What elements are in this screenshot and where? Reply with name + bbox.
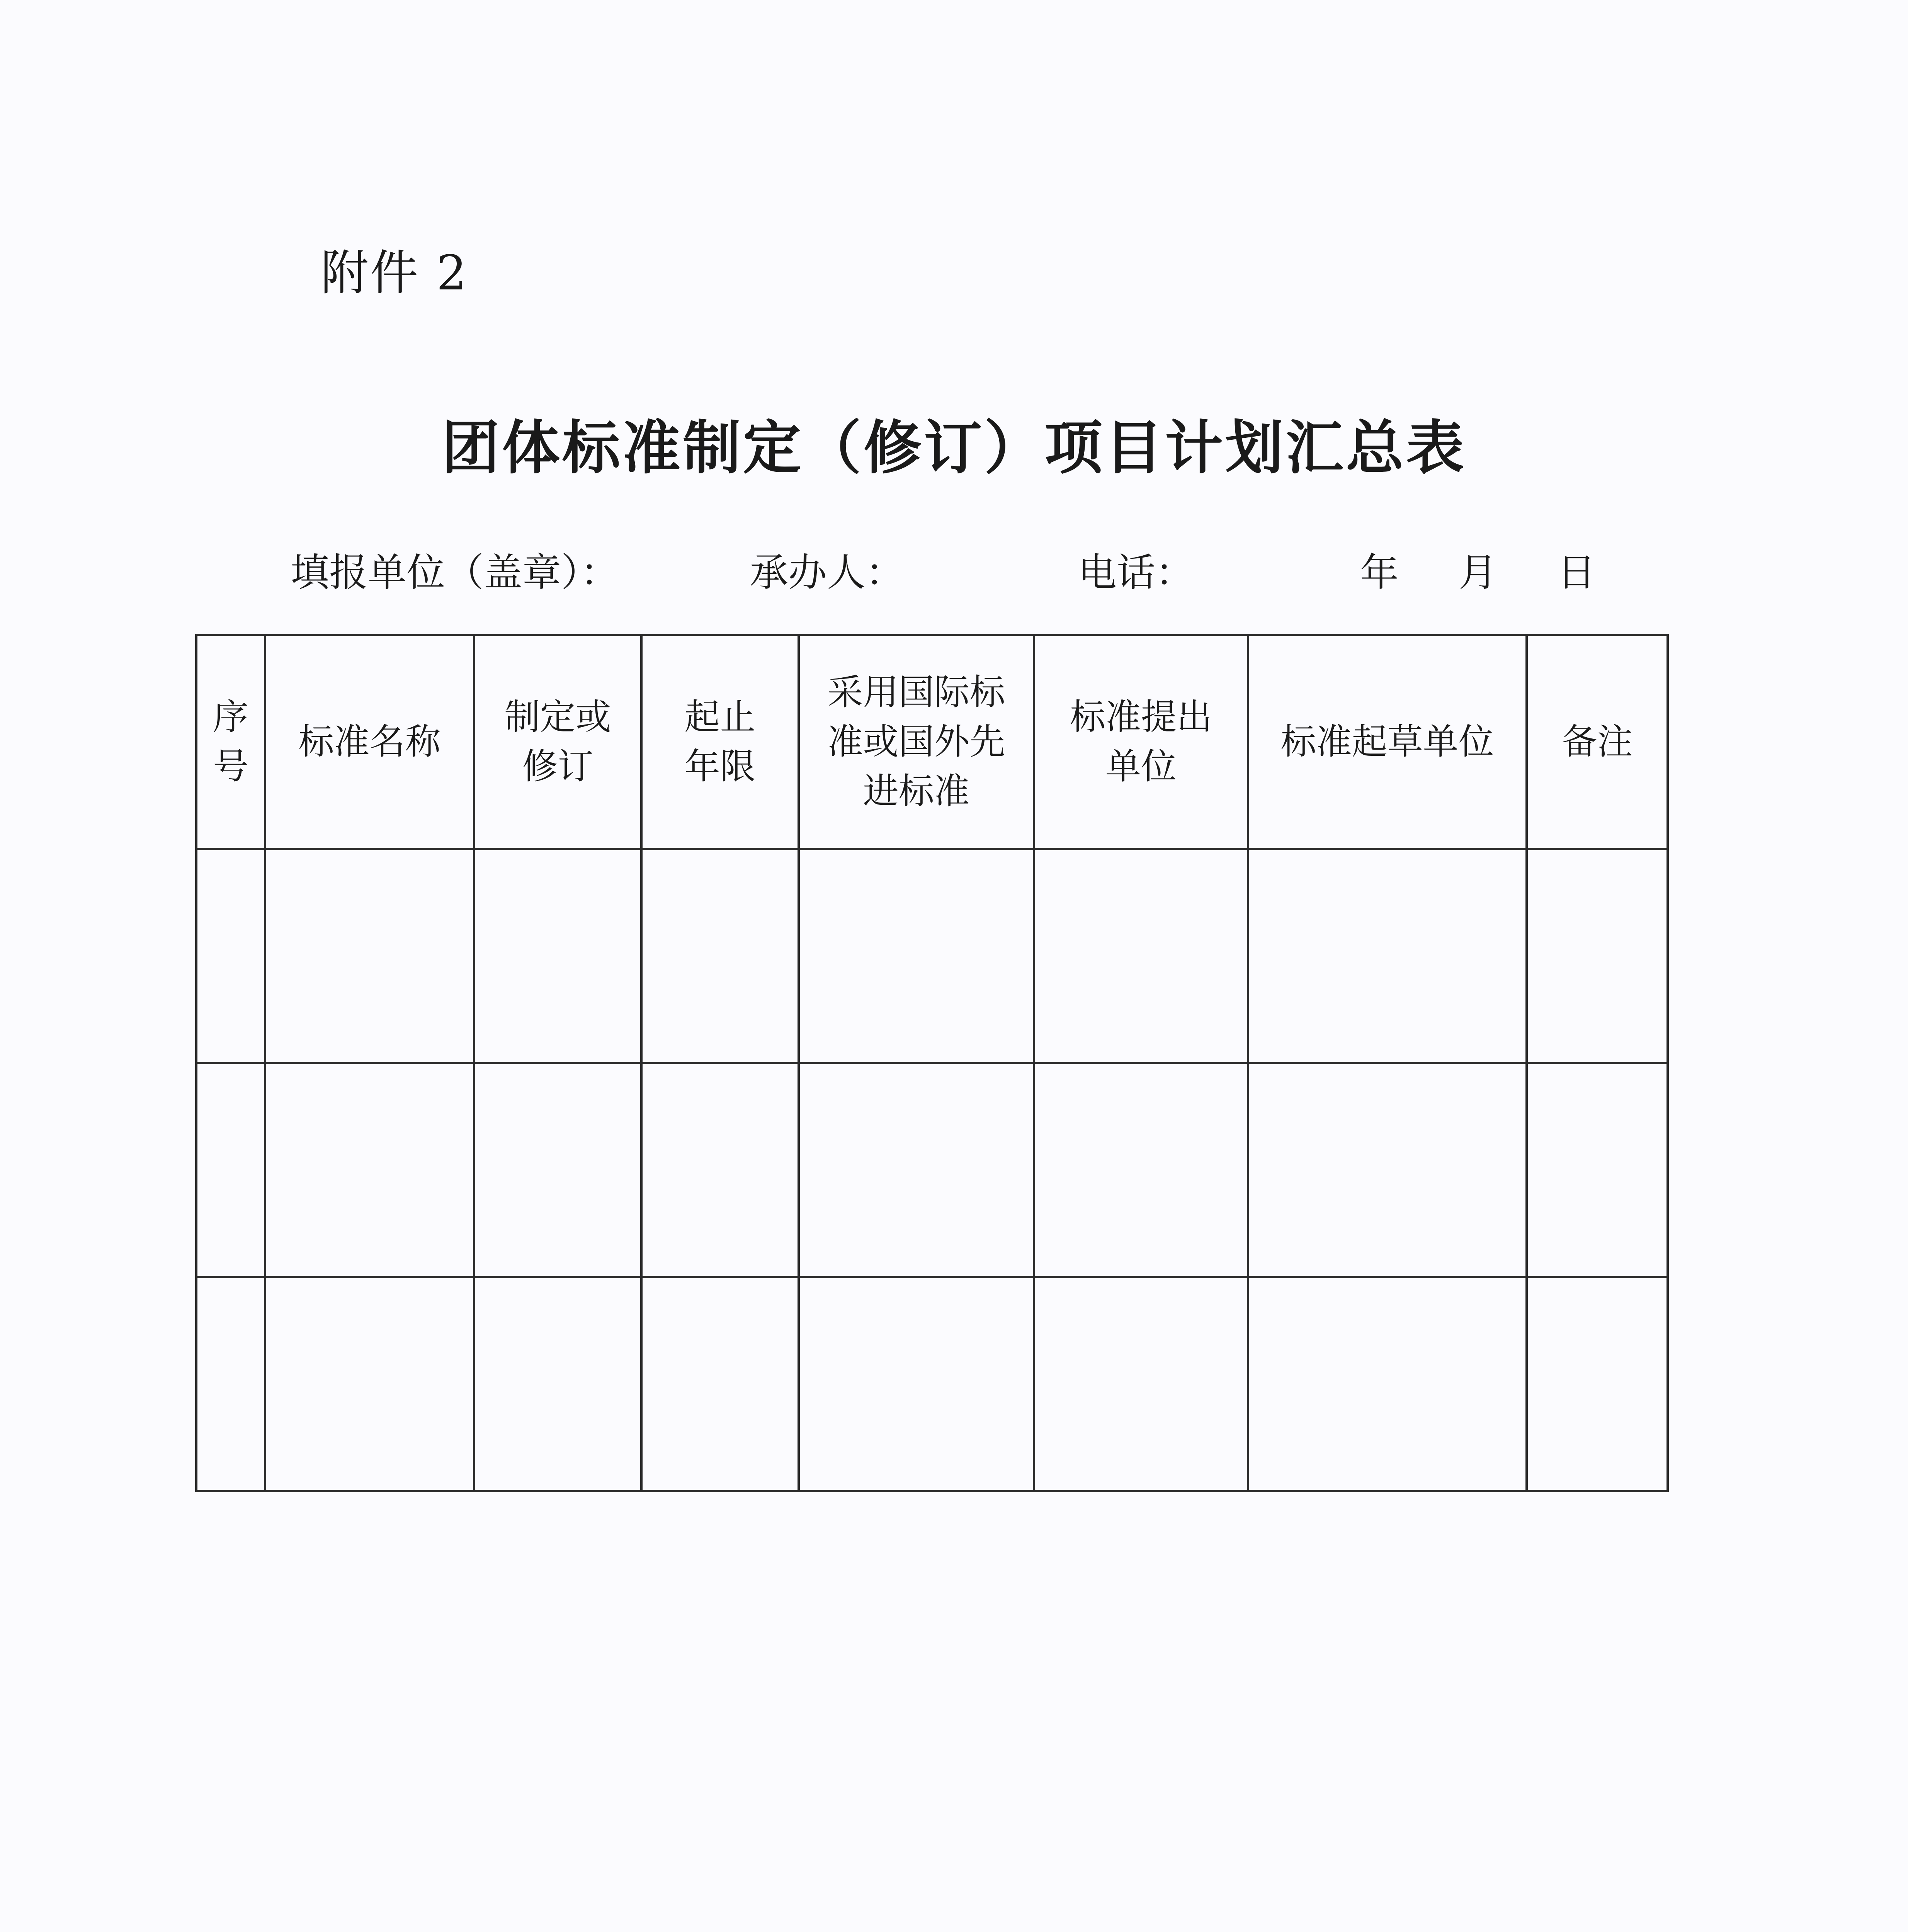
header-cell-intl xyxy=(799,635,1034,849)
table-cell xyxy=(1527,849,1668,1063)
fill-month-label: 月 xyxy=(1459,550,1497,595)
table-cell xyxy=(474,849,641,1063)
header-make-or-revise: 制定或修订 xyxy=(504,696,611,787)
table-cell xyxy=(196,1277,265,1491)
table-cell xyxy=(799,1063,1034,1277)
summary-table xyxy=(195,634,1669,1492)
header-cell-name xyxy=(265,635,474,849)
attachment-label: 附件 2 xyxy=(321,245,469,301)
table-cell xyxy=(265,1277,474,1491)
header-cell-term xyxy=(641,635,799,849)
fill-handler-label: 承办人： xyxy=(750,550,904,595)
table-row xyxy=(196,1063,1668,1277)
document-title: 团体标准制定（修订）项目计划汇总表 xyxy=(441,415,1466,482)
fill-day-label: 日 xyxy=(1557,550,1596,595)
header-standard-name: 标准名称 xyxy=(298,721,441,762)
table-cell xyxy=(1248,849,1527,1063)
header-start-end-term: 起止年限 xyxy=(684,696,756,787)
table-cell xyxy=(474,1277,641,1491)
table-cell xyxy=(474,1063,641,1277)
header-proposing-unit: 标准提出单位 xyxy=(1070,696,1212,787)
table-cell xyxy=(265,849,474,1063)
table-cell xyxy=(1248,1063,1527,1277)
header-cell-seq xyxy=(196,635,265,849)
header-remarks: 备注 xyxy=(1561,721,1633,762)
table-row xyxy=(196,1277,1668,1491)
header-cell-note xyxy=(1527,635,1668,849)
fill-year-label: 年 xyxy=(1360,550,1399,595)
table-cell xyxy=(799,849,1034,1063)
table-header-row xyxy=(196,635,1668,849)
table-cell xyxy=(1527,1277,1668,1491)
fill-unit-label: 填报单位（盖章）： xyxy=(291,550,619,595)
table-row xyxy=(196,849,1668,1063)
table-cell xyxy=(196,849,265,1063)
table-cell xyxy=(641,849,799,1063)
table-cell xyxy=(1034,849,1248,1063)
header-international-standard: 采用国际标准或国外先进标准 xyxy=(827,672,1005,812)
header-seq: 序号 xyxy=(213,696,248,787)
table-cell xyxy=(196,1063,265,1277)
fill-phone-label: 电话： xyxy=(1078,550,1194,595)
table-cell xyxy=(265,1063,474,1277)
header-cell-draft xyxy=(1248,635,1527,849)
table-cell xyxy=(1248,1277,1527,1491)
header-drafting-unit: 标准起草单位 xyxy=(1281,721,1494,762)
table-cell xyxy=(1034,1277,1248,1491)
table-cell xyxy=(1527,1063,1668,1277)
table-cell xyxy=(799,1277,1034,1491)
header-cell-prop xyxy=(1034,635,1248,849)
table-cell xyxy=(641,1063,799,1277)
header-cell-type xyxy=(474,635,641,849)
table-cell xyxy=(641,1277,799,1491)
table-cell xyxy=(1034,1063,1248,1277)
